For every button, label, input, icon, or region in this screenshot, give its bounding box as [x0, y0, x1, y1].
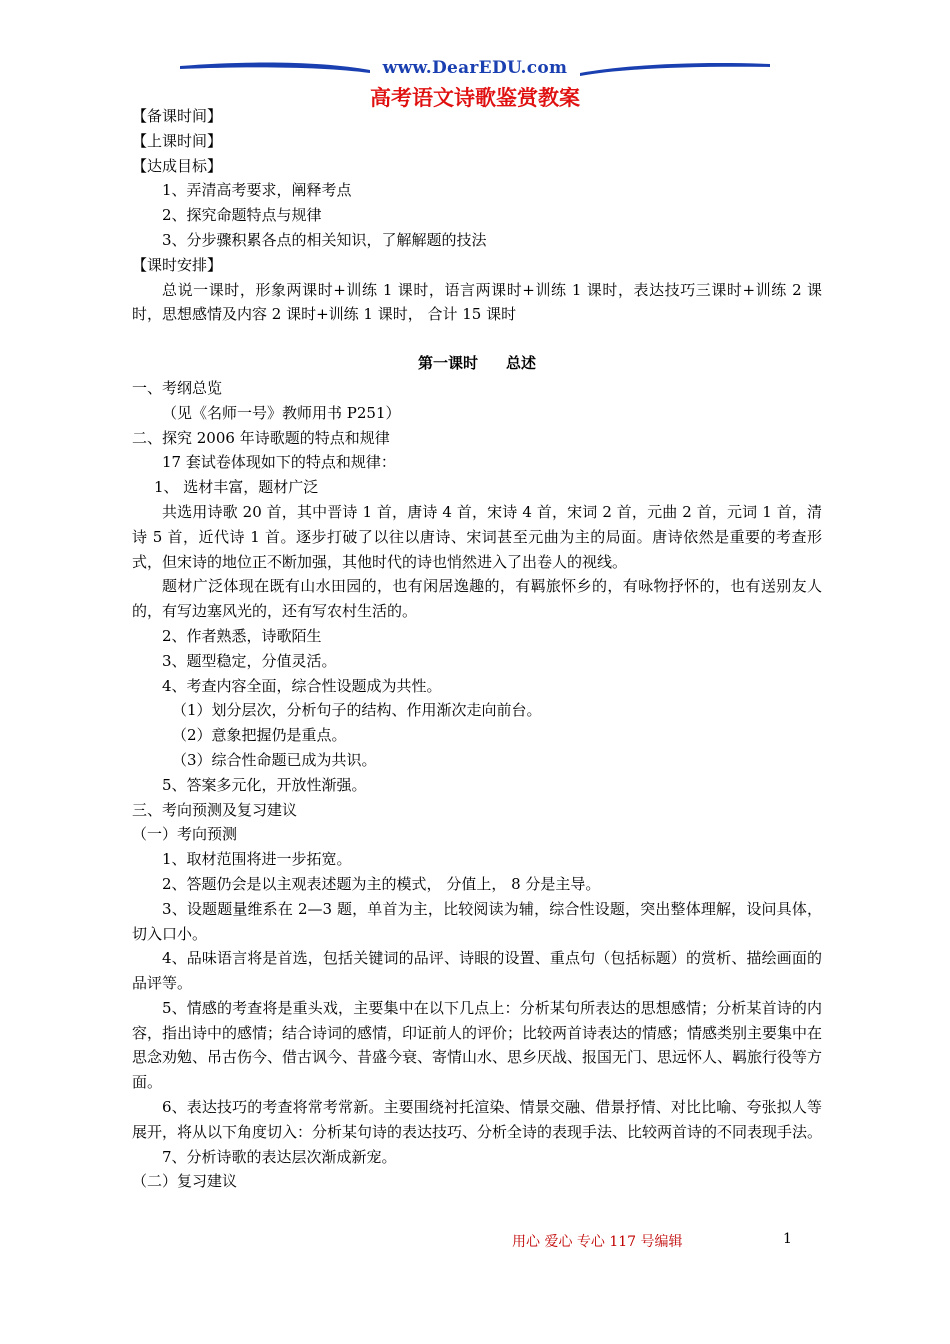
footer-text: 用心 爱心 专心 117 号编辑	[512, 1234, 683, 1250]
sub-item: （3）综合性命题已成为共识。	[172, 750, 377, 769]
list-item: 3、题型稳定，分值灵活。	[162, 651, 337, 670]
subsection-heading: （一）考向预测	[132, 825, 238, 844]
paragraph: 题材广泛体现在既有山水田园的，也有闲居逸趣的，有羁旅怀乡的，有咏物抒怀的，也有送别友人的，有写边塞风光的，还有写农村生活的。	[132, 577, 822, 621]
reference-note: （见《名师一号》教师用书 P251）	[162, 403, 401, 422]
prep-time-label: 【备课时间】	[132, 107, 223, 125]
section-heading: 二、探究 2006 年诗歌题的特点和规律	[132, 428, 390, 447]
list-item: 5、答案多元化，开放性渐强。	[162, 775, 367, 794]
page-number: 1	[783, 1231, 792, 1247]
list-item: 4、考查内容全面，综合性设题成为共性。	[162, 676, 442, 695]
list-item: 2、作者熟悉，诗歌陌生	[162, 626, 322, 645]
lesson-number: 第一课时	[417, 354, 478, 373]
document-title: 高考语文诗歌鉴赏教案	[370, 85, 580, 110]
schedule-label: 【课时安排】	[132, 255, 223, 274]
logo-text: www.DearEDU.com	[382, 58, 568, 78]
sub-item: （1）划分层次，分析句子的结构、作用渐次走向前台。	[172, 701, 542, 720]
paragraph: 7、分析诗歌的表达层次渐成新宠。	[162, 1147, 397, 1166]
subsection-heading: （二）复习建议	[132, 1172, 238, 1191]
goal-item: 1、弄清高考要求，阐释考点	[162, 181, 352, 200]
paragraph: 5、情感的考查将是重头戏，主要集中在以下几点上：分析某句所表达的思想感情；分析某首诗的内容，指出诗中的感情；结合诗词的感情，印证前人的评价；比较两首诗表达的情感；情感类别主要集中在思念劝勉、吊古伤今、借古讽今、昔盛今衰、寄情山水、思乡厌战、报国无门、思远怀人、羁旅行役等方面。	[132, 998, 823, 1092]
paragraph: 3、设题题量维系在 2—3 题，单首为主，比较阅读为辅，综合性设题，突出整体理解，设问具体，切入口小。	[132, 899, 822, 943]
section-heading: 一、考纲总览	[132, 378, 223, 397]
paragraph: 4、品味语言将是首选，包括关键词的品评、诗眼的设置、重点句（包括标题）的赏析、描绘画面的品评等。	[132, 949, 822, 993]
paragraph: 共选用诗歌 20 首，其中晋诗 1 首，唐诗 4 首，宋诗 4 首，宋词 2 首，元曲 2 首，元词 1 首，清诗 5 首，近代诗 1 首。逐步打破了以往以唐诗、宋词甚至元曲为主的局面。唐诗依然是重要的考查形式，但宋诗的地位正不断加强，其他时代的诗也悄然进入了出卷人的视线。	[132, 502, 822, 571]
schedule-paragraph: 总说一课时，形象两课时+训练 1 课时，语言两课时+训练 1 课时，表达技巧三课时+训练 2 课时，思想感情及内容 2 课时+训练 1 课时， 合计 15 课时	[132, 280, 822, 324]
lesson-title	[132, 351, 822, 376]
paragraph: 1、取材范围将进一步拓宽。	[162, 850, 352, 869]
lesson-topic: 总述	[506, 354, 537, 373]
goal-item: 3、分步骤积累各点的相关知识，了解解题的技法	[162, 230, 487, 249]
section-intro: 17 套试卷体现如下的特点和规律：	[162, 453, 396, 472]
goal-item: 2、探究命题特点与规律	[162, 206, 322, 225]
paragraph: 2、答题仍会是以主观表述题为主的模式， 分值上， 8 分是主导。	[162, 874, 601, 893]
paragraph: 6、表达技巧的考查将常考常新。主要围绕衬托渲染、情景交融、借景抒情、对比比喻、夸张拟人等展开，将从以下角度切入：分析某句诗的表达技巧、分析全诗的表现手法、比较两首诗的不同表现手法。	[132, 1098, 823, 1141]
class-time-label: 【上课时间】	[132, 131, 223, 150]
goals-label: 【达成目标】	[132, 156, 223, 175]
list-item: 1、 选材丰富，题材广泛	[154, 478, 319, 497]
sub-item: （2）意象把握仍是重点。	[172, 726, 347, 745]
section-heading: 三、考向预测及复习建议	[132, 800, 298, 819]
document-body	[132, 104, 822, 1194]
